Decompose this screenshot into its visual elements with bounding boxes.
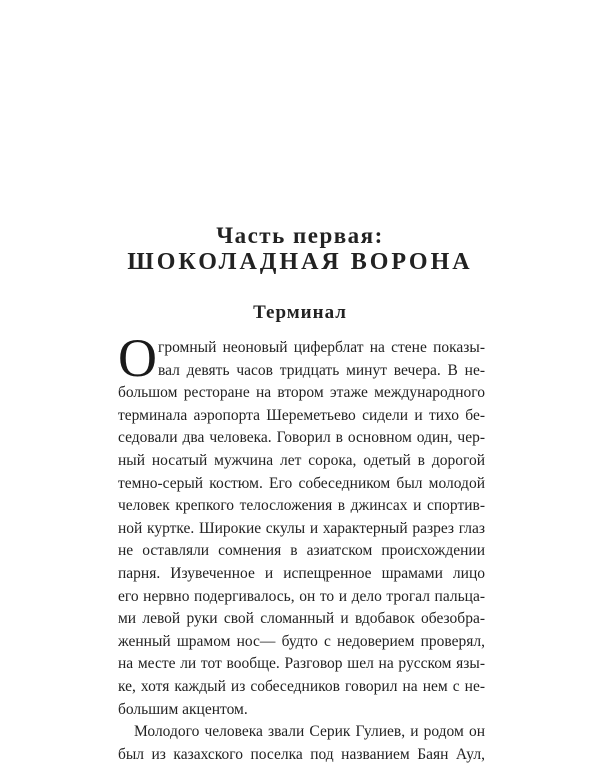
part-name: ШОКОЛАДНАЯ ВОРОНА [127,249,473,275]
text-line: был из казахского поселка под названием Баян Аул, [118,745,485,763]
text-line: ке, хотя каждый из собеседников говорил на нем с не- [118,677,485,695]
drop-cap: О [118,328,157,388]
text-line: парня. Изувеченное и испещренное шрамами лицо [118,564,485,582]
text-line: большом ресторане на втором этаже международного [118,384,485,402]
text-line: его нервно подергивалось, он то и дело трогал пальца- [118,587,485,605]
text-line: темно-серый костюм. Его собеседником был молодой [118,474,485,492]
text-line: не оставляли сомнения в азиатском происхождении [118,542,485,560]
text-line: Молодого человека звали Серик Гулиев, и родом он [134,723,485,741]
drop-cap-lines [118,337,485,382]
body-text [118,337,485,766]
text-line: ми левой руки свой сломанный и вдобавок обезобра- [118,610,485,628]
text-line: вал девять часов тридцать минут вечера. В не- [158,361,485,379]
text-line: ной куртке. Широкие скулы и характерный разрез глаз [118,519,485,537]
text-line: большим акцентом. [118,700,248,718]
text-line: на месте ли тот вообще. Разговор шел на русском язы- [118,655,485,673]
part-title: Часть первая: [216,223,384,248]
text-line: громный неоновый циферблат на стене показы- [158,339,485,356]
text-line: седовали два человека. Говорил в основном один, чер- [118,429,485,447]
text-line: женный шрамом нос— будто с недоверием проверял, [118,632,485,650]
text-line: человек крепкого телосложения в джинсах и спортив- [118,497,485,515]
paragraph-2 [118,721,485,766]
paragraph-1 [118,382,485,721]
text-line: ный носатый мужчина лет сорока, одетый в дорогой [118,451,485,469]
text-line: терминала аэропорта Шереметьево сидели и тихо бе- [118,406,485,424]
chapter-title: Терминал [253,302,347,323]
